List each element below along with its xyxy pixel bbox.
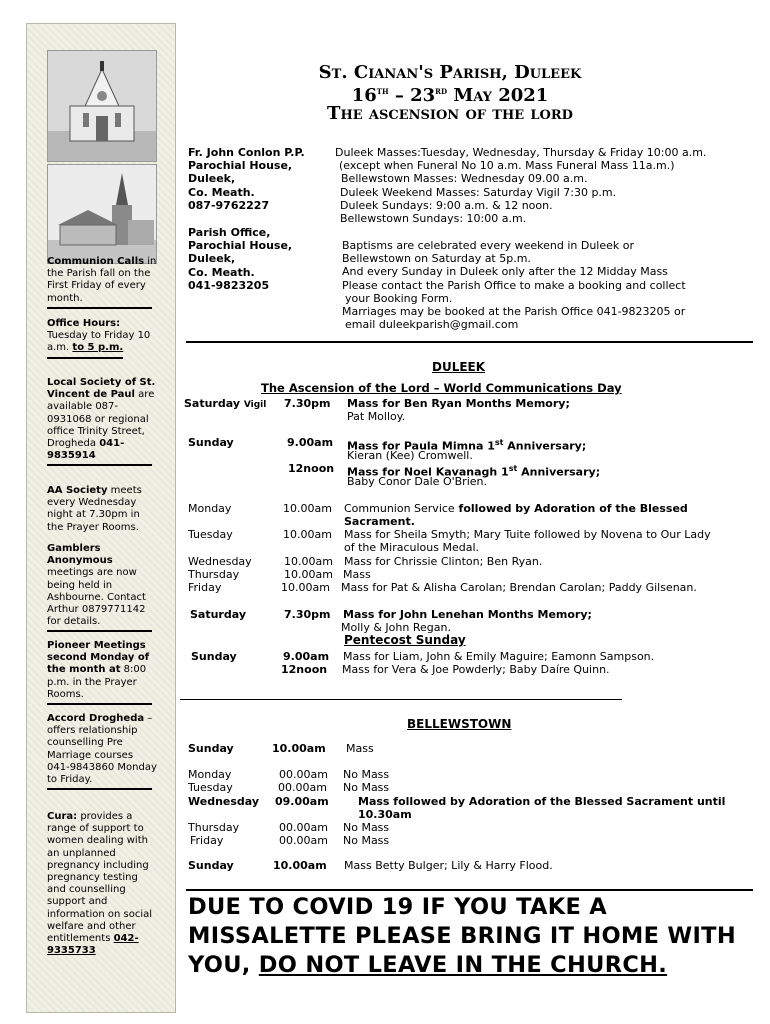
contact-line: Co. Meath. xyxy=(188,265,255,279)
day-label: Friday xyxy=(188,581,222,594)
time: 00.00am xyxy=(279,821,328,834)
mass-intention: Mass xyxy=(346,742,374,755)
mass-intention: Mass for Sheila Smyth; Mary Tuite followed by Novena to Our Lady xyxy=(344,528,711,541)
info-line: email duleekparish@gmail.com xyxy=(345,318,519,332)
notice-emphasis: DO NOT LEAVE IN THE CHURCH. xyxy=(258,952,668,978)
office-title: Office Hours: xyxy=(47,318,121,329)
mass-intention: Kieran (Kee) Cromwell. xyxy=(347,449,473,462)
communion-title: Communion Calls xyxy=(47,256,145,267)
time: 00.00am xyxy=(279,768,328,781)
intention-text: Mass for Paula Mimna 1 xyxy=(347,439,495,453)
time: 10.00am xyxy=(281,581,330,594)
intention-text: followed by Adoration of the Blessed xyxy=(454,502,688,515)
mass-intention: Mass xyxy=(343,568,371,581)
day-label: Tuesday xyxy=(188,781,233,794)
day-label: Thursday xyxy=(188,821,240,834)
mass-intention: Baby Conor Dale O'Brien. xyxy=(347,475,487,488)
time: 9.00am xyxy=(283,650,330,663)
info-line: And every Sunday in Duleek only after the 12 Midday Mass xyxy=(342,265,668,279)
section-divider xyxy=(186,889,753,891)
day-label: Tuesday xyxy=(188,528,233,541)
mass-intention: 10.30am xyxy=(358,808,412,821)
date-end: – 23 xyxy=(388,85,436,106)
feast-title: The ascension of the lord xyxy=(327,103,573,124)
contact-line: Duleek, xyxy=(188,252,236,266)
time: 10.00am xyxy=(283,502,332,515)
mass-intention: Mass for Pat & Alisha Carolan; Brendan Carolan; Paddy Gilsenan. xyxy=(341,581,697,594)
intention-text: Anniversary; xyxy=(517,465,601,479)
day-label: Thursday xyxy=(188,568,240,581)
day-label: Monday xyxy=(188,768,232,781)
time: 00.00am xyxy=(278,781,327,794)
time: 10.00am xyxy=(284,555,333,568)
mass-intention: No Mass xyxy=(343,781,390,794)
accord-text: – offers relationship counselling Pre Marriage courses 041-9843860 Monday to Friday. xyxy=(47,713,157,786)
pioneer-text: 8:00 p.m. in the Prayer Rooms. xyxy=(47,664,147,700)
mass-intention: Mass for Ben Ryan Months Memory; xyxy=(347,397,570,410)
aa-text: meets every Wednesday night at 7.30pm in the Prayer Rooms. xyxy=(47,485,142,533)
mass-intention xyxy=(344,502,688,515)
day-label: Sunday xyxy=(188,742,234,755)
time: 09.00am xyxy=(275,795,329,808)
info-line: (except when Funeral No 10 a.m. Mass Funeral Mass 11a.m.) xyxy=(339,159,675,173)
sat-day xyxy=(184,397,266,412)
ga-text: meetings are now being held in Ashbourne. Contact Arthur 0879771142 for details. xyxy=(47,567,146,628)
cura-section xyxy=(47,811,157,957)
contact-line: Parish Office, xyxy=(188,226,271,239)
svp-phone: 041-9835914 xyxy=(47,438,125,462)
divider xyxy=(47,703,152,705)
contact-line: Fr. John Conlon P.P. xyxy=(188,146,305,159)
svp-title: Local Society of St. Vincent de Paul xyxy=(47,377,156,401)
info-line: Bellewstown Sundays: 10:00 a.m. xyxy=(340,212,527,226)
info-line: Duleek Sundays: 9:00 a.m. & 12 noon. xyxy=(340,198,553,212)
mass-intention: Mass followed by Adoration of the Blessed Sacrament until xyxy=(358,795,726,808)
church-front-image xyxy=(48,51,156,161)
time: 10.00am xyxy=(273,859,327,872)
pioneer-section xyxy=(47,640,157,705)
mass-intention: Mass for Chrissie Clinton; Ben Ryan. xyxy=(344,555,543,568)
office-text: Tuesday to Friday 10 a.m. xyxy=(47,330,151,354)
svp-section xyxy=(47,377,157,466)
aa-title: AA Society xyxy=(47,485,108,496)
date-month: May 2021 xyxy=(447,85,549,106)
office-end: to 5 p.m. xyxy=(72,342,124,354)
info-line: Bellewstown on Saturday at 5p.m. xyxy=(342,252,531,266)
ordinal-suffix: st xyxy=(508,464,518,473)
section-divider xyxy=(180,699,622,700)
mass-intention: No Mass xyxy=(343,834,390,847)
day-label: Saturday xyxy=(190,608,246,621)
mass-intention: Mass Betty Bulger; Lily & Harry Flood. xyxy=(344,859,553,872)
cura-title: Cura: xyxy=(47,811,78,822)
section-divider xyxy=(186,341,753,343)
day-label: Monday xyxy=(188,502,232,515)
communion-text: in the Parish fall on the First Friday of every month. xyxy=(47,256,157,304)
mass-intention: Molly & John Regan. xyxy=(341,621,451,634)
date-start: 16 xyxy=(351,85,377,106)
church-photo xyxy=(47,50,157,162)
divider xyxy=(47,630,152,632)
mass-intention: Sacrament. xyxy=(344,515,415,528)
baptism-info xyxy=(342,239,752,331)
contact-line: Parochial House, xyxy=(188,159,293,173)
mass-intention: Mass for John Lenehan Months Memory; xyxy=(343,608,592,621)
cura-phone: 042-9335733 xyxy=(47,933,139,957)
info-line: Duleek Masses:Tuesday, Wednesday, Thursday & Friday 10:00 a.m. xyxy=(335,146,707,159)
intention-text: Mass for Noel Kavanagh 1 xyxy=(347,465,509,479)
office-hours xyxy=(47,318,157,359)
office-contact xyxy=(188,226,292,292)
pioneer-title: Pioneer Meetings second Monday of the month at xyxy=(47,640,150,676)
covid-notice xyxy=(188,893,748,980)
time: 7.30pm xyxy=(284,608,331,621)
mass-intention: Mass for Liam, John & Emily Maguire; Eamonn Sampson. xyxy=(343,650,655,663)
date-suffix: rd xyxy=(435,86,448,97)
aa-section xyxy=(47,485,157,534)
day-label: Sunday xyxy=(188,436,234,449)
mass-intention: Pat Molloy. xyxy=(347,410,406,423)
info-line: Marriages may be booked at the Parish Office 041-9823205 or xyxy=(342,305,686,319)
intention-text: Anniversary; xyxy=(503,439,587,453)
intention-text: Communion Service xyxy=(344,502,455,515)
divider xyxy=(47,464,152,466)
accord-title: Accord Drogheda xyxy=(47,713,145,724)
time: 7.30pm xyxy=(284,397,331,410)
info-line: your Booking Form. xyxy=(345,291,453,305)
church-side-image xyxy=(48,165,156,263)
day-label: Wednesday xyxy=(188,555,252,568)
contact-line: Duleek, xyxy=(188,172,236,186)
contact-line: Parochial House, xyxy=(188,239,293,253)
mass-intention: Mass for Vera & Joe Powderly; Baby Daíre Quinn. xyxy=(342,663,610,676)
church-side-photo xyxy=(47,164,157,264)
svp-text: are available 087-0931068 or regional office Trinity Street, Drogheda xyxy=(47,389,155,450)
parish-title: St. Cianan's Parish, Duleek xyxy=(318,62,582,83)
duleek-heading: DULEEK xyxy=(432,360,486,374)
mass-intention: of the Miraculous Medal. xyxy=(344,541,479,554)
time: 9.00am xyxy=(287,436,334,449)
contact-line: Co. Meath. xyxy=(188,185,255,199)
day-label: Saturday xyxy=(184,397,240,410)
contact-line: 087-9762227 xyxy=(188,198,270,212)
duleek-subheading: The Ascension of the Lord – World Communications Day xyxy=(261,381,622,395)
gamblers-section xyxy=(47,543,157,632)
divider xyxy=(47,307,152,309)
cura-text: provides a range of support to women dealing with an unplanned pregnancy including pregnancy testing and counselling support and information on social welfare and other entitlements xyxy=(47,811,153,945)
time: 10.00am xyxy=(284,568,333,581)
day-label: Sunday xyxy=(191,650,237,663)
time: 10.00am xyxy=(272,742,326,755)
vigil-label: Vigil xyxy=(243,400,267,410)
ga-title: Gamblers Anonymous xyxy=(47,543,113,567)
time: 00.00am xyxy=(279,834,328,847)
priest-contact xyxy=(188,146,305,212)
accord-section xyxy=(47,713,157,790)
communion-calls xyxy=(47,256,157,309)
time: 12noon xyxy=(288,462,335,475)
info-line: Baptisms are celebrated every weekend in Duleek or xyxy=(342,239,635,252)
ordinal-suffix: st xyxy=(494,438,504,447)
day-label: Wednesday xyxy=(188,795,260,808)
date-suffix: th xyxy=(376,86,389,97)
info-line: Bellewstown Masses: Wednesday 09.00 a.m. xyxy=(341,172,588,186)
bellewstown-heading: BELLEWSTOWN xyxy=(407,717,512,731)
mass-intention: No Mass xyxy=(343,768,390,781)
day-label: Sunday xyxy=(188,859,234,872)
time: 12noon xyxy=(281,663,328,676)
day-label: Friday xyxy=(190,834,224,847)
contact-line: 041-9823205 xyxy=(188,278,270,292)
divider xyxy=(47,788,152,790)
notice-text: DUE TO COVID 19 IF YOU TAKE A MISSALETTE PLEASE BRING IT HOME WITH YOU, xyxy=(188,894,736,978)
info-line: Duleek Weekend Masses: Saturday Vigil 7:30 p.m. xyxy=(340,185,617,199)
time: 10.00am xyxy=(283,528,332,541)
sidebar xyxy=(26,23,176,1013)
pentecost-heading: Pentecost Sunday xyxy=(344,633,466,647)
mass-times-info xyxy=(335,146,745,225)
mass-intention: No Mass xyxy=(343,821,390,834)
divider xyxy=(47,357,123,359)
info-line: Please contact the Parish Office to make a booking and collect xyxy=(342,278,686,292)
